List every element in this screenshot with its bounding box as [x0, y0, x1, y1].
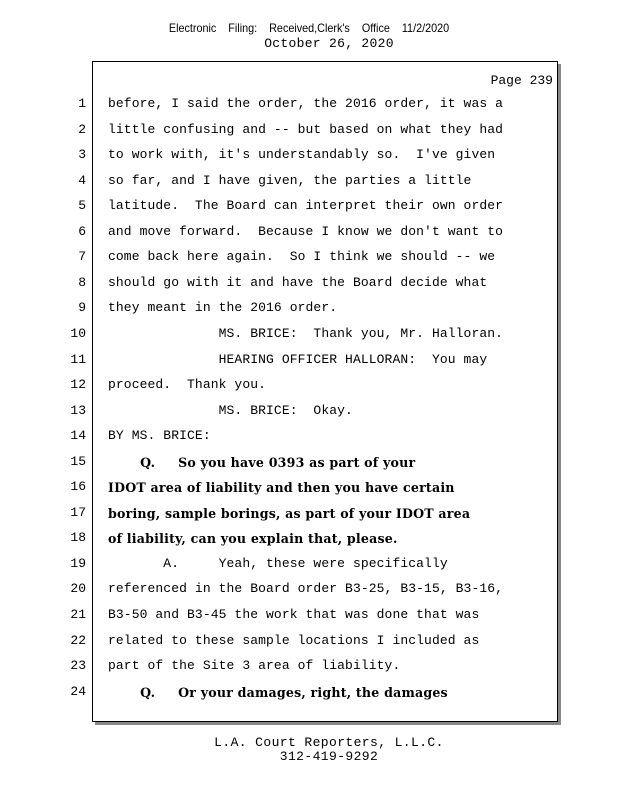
- line-number: 13: [70, 403, 86, 418]
- transcript-line: so far, and I have given, the parties a little: [108, 173, 472, 188]
- line-number: 20: [70, 581, 86, 596]
- transcript-line: proceed. Thank you.: [108, 377, 267, 392]
- stamp-word: Office: [361, 21, 390, 35]
- transcript-line: B3-50 and B3-45 the work that was done that was: [108, 607, 480, 622]
- transcript-line: and move forward. Because I know we don't want to: [108, 224, 504, 239]
- transcript-line: latitude. The Board can interpret their own order: [108, 198, 504, 213]
- stamp-word: Filing:: [228, 21, 258, 35]
- transcript-line: of liability, can you explain that, please.: [108, 531, 398, 546]
- line-number: 19: [70, 556, 86, 571]
- transcript-line: boring, sample borings, as part of your IDOT area: [108, 506, 471, 521]
- line-number: 2: [78, 122, 86, 137]
- line-number: 18: [70, 530, 86, 545]
- line-number: 12: [70, 377, 86, 392]
- reporter-phone: 312-419-9292: [279, 749, 379, 764]
- transcript-line: referenced in the Board order B3-25, B3-15, B3-16,: [108, 581, 504, 596]
- transcript-line: A. Yeah, these were specifically: [108, 556, 448, 571]
- line-number: 6: [78, 224, 86, 239]
- page-number: Page 239: [490, 73, 553, 88]
- line-number: 23: [70, 658, 86, 673]
- line-number: 22: [70, 633, 86, 648]
- transcript-line: should go with it and have the Board decide what: [108, 275, 488, 290]
- e-filing-stamp: [31, 21, 587, 35]
- transcript-line: related to these sample locations I included as: [108, 633, 480, 648]
- transcript-line: Q. Or your damages, right, the damages: [108, 685, 448, 700]
- transcript-line: HEARING OFFICER HALLORAN: You may: [108, 352, 488, 367]
- transcript-date: October 26, 2020: [264, 36, 394, 51]
- transcript-line: part of the Site 3 area of liability.: [108, 658, 401, 673]
- line-number: 8: [78, 275, 86, 290]
- reporter-company: L.A. Court Reporters, L.L.C.: [214, 735, 444, 750]
- margin-rule: [92, 89, 93, 708]
- transcript-line: BY MS. BRICE:: [108, 428, 211, 443]
- transcript-line: they meant in the 2016 order.: [108, 300, 338, 315]
- line-number: 5: [78, 198, 86, 213]
- line-number: 7: [78, 249, 86, 264]
- line-number: 15: [70, 454, 86, 469]
- transcript-line: to work with, it's understandably so. I've given: [108, 147, 496, 162]
- line-number: 3: [78, 147, 86, 162]
- transcript-line: MS. BRICE: Okay.: [108, 403, 353, 418]
- stamp-word: 11/2/2020: [401, 21, 450, 35]
- transcript-line: little confusing and -- but based on what they had: [108, 122, 504, 137]
- line-number: 11: [70, 352, 86, 367]
- transcript-line: IDOT area of liability and then you have certain: [108, 480, 455, 495]
- transcript-line: Q. So you have 0393 as part of your: [108, 455, 416, 470]
- line-number: 24: [70, 684, 86, 699]
- transcript-line: MS. BRICE: Thank you, Mr. Halloran.: [108, 326, 504, 341]
- line-number: 16: [70, 479, 86, 494]
- stamp-word: Electronic: [168, 21, 217, 35]
- line-number: 10: [70, 326, 86, 341]
- line-number: 4: [78, 173, 86, 188]
- line-number: 14: [70, 428, 86, 443]
- transcript-line: before, I said the order, the 2016 order, it was a: [108, 96, 504, 111]
- line-number: 1: [78, 96, 86, 111]
- line-number: 21: [70, 607, 86, 622]
- stamp-word: Received,Clerk's: [269, 21, 350, 35]
- line-number: 9: [78, 300, 86, 315]
- line-number: 17: [70, 505, 86, 520]
- transcript-line: come back here again. So I think we should -- we: [108, 249, 496, 264]
